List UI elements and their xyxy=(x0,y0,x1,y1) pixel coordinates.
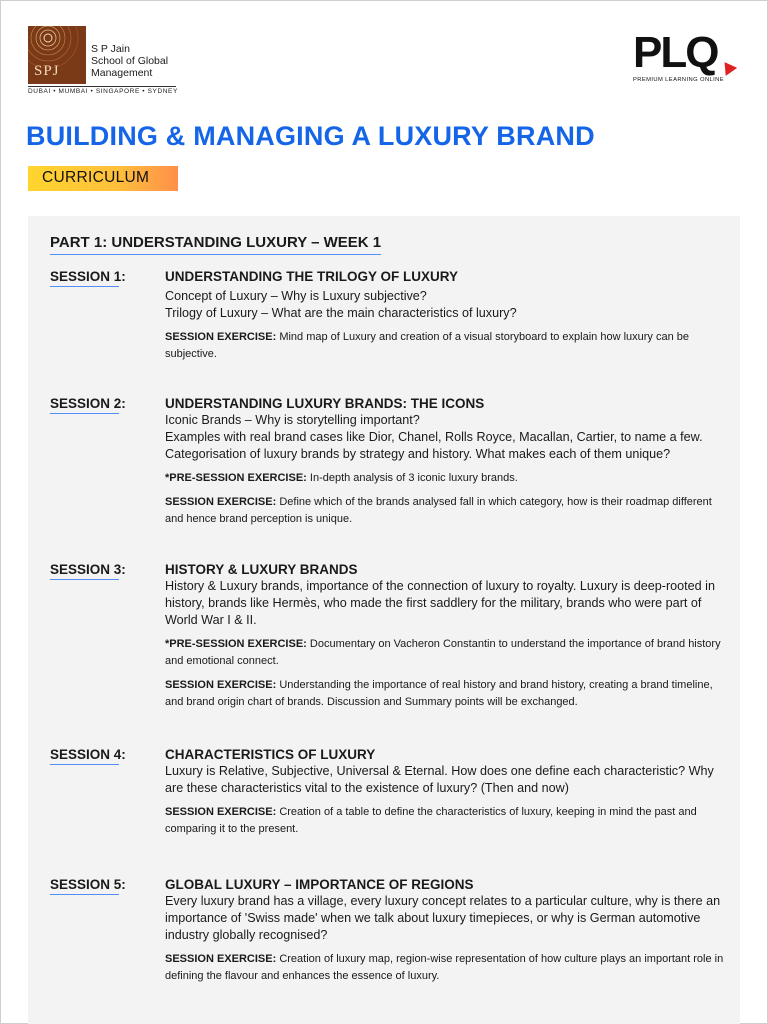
session-label: SESSION 2: xyxy=(50,396,119,414)
session-title: HISTORY & LUXURY BRANDS xyxy=(165,562,358,577)
description-line: Categorisation of luxury brands by strategy and history. What makes each of them unique? xyxy=(165,447,671,461)
session-exercise xyxy=(165,951,725,985)
spj-cities: DUBAI • MUMBAI • SINGAPORE • SYDNEY xyxy=(28,88,178,95)
page-title: BUILDING & MANAGING A LUXURY BRAND xyxy=(26,121,595,151)
exercise-text: Creation of a table to define the characteristics of luxury, keeping in mind the past and comparing it to the present. xyxy=(165,806,697,835)
description-line: Iconic Brands – Why is storytelling important? xyxy=(165,413,420,427)
curriculum-badge-label: CURRICULUM xyxy=(42,169,150,186)
session-title: GLOBAL LUXURY – IMPORTANCE OF REGIONS xyxy=(165,877,474,892)
exercise-label: SESSION EXERCISE: xyxy=(165,806,277,818)
part-title: PART 1: UNDERSTANDING LUXURY – WEEK 1 xyxy=(50,234,381,255)
plo-wordmark xyxy=(633,28,724,77)
session-label: SESSION 3: xyxy=(50,562,119,580)
description-line: Concept of Luxury – Why is Luxury subjective? xyxy=(165,289,427,303)
exercise-text: Creation of luxury map, region-wise representation of how culture plays an important role in defining the flavour and enhances the essence of luxury. xyxy=(165,953,724,982)
pre-exercise-text: Documentary on Vacheron Constantin to understand the importance of brand history and emotional connect. xyxy=(165,638,721,667)
plo-word-text: PLQ xyxy=(633,28,718,77)
exercise-text: Mind map of Luxury and creation of a visual storyboard to explain how luxury can be subjective. xyxy=(165,331,689,360)
pre-session-exercise xyxy=(165,470,725,487)
session-description xyxy=(165,412,725,463)
pre-exercise-label: *PRE-SESSION EXERCISE: xyxy=(165,472,307,484)
session-title: CHARACTERISTICS OF LUXURY xyxy=(165,747,376,762)
session-exercise xyxy=(165,804,725,838)
plo-logo xyxy=(633,28,725,83)
spj-logo xyxy=(28,26,168,84)
session-label: SESSION 4: xyxy=(50,747,119,765)
session-title: UNDERSTANDING LUXURY BRANDS: THE ICONS xyxy=(165,396,485,411)
session-exercise xyxy=(165,329,725,363)
spj-name-line: S P Jain xyxy=(91,43,130,55)
session-body xyxy=(165,747,725,838)
session-body xyxy=(165,396,725,528)
session-exercise xyxy=(165,677,725,711)
pre-exercise-label: *PRE-SESSION EXERCISE: xyxy=(165,638,307,650)
curriculum-badge xyxy=(28,166,178,191)
session-description xyxy=(165,893,725,944)
session-description xyxy=(165,288,725,322)
spj-name-line: School of Global xyxy=(91,55,169,67)
session-description xyxy=(165,763,725,797)
session-description xyxy=(165,578,725,629)
exercise-label: SESSION EXERCISE: xyxy=(165,953,277,965)
session-body xyxy=(165,562,725,711)
exercise-label: SESSION EXERCISE: xyxy=(165,331,277,343)
description-line: Examples with real brand cases like Dior, Chanel, Rolls Royce, Macallan, Cartier, to name a few. xyxy=(165,430,703,444)
spj-emblem xyxy=(28,26,86,84)
description-line: Luxury is Relative, Subjective, Universal & Eternal. How does one define each characteristic? Why are these characteristics vital to the existence of luxury? (Then and now) xyxy=(165,764,714,795)
spj-name-line: Management xyxy=(91,67,153,79)
spj-divider xyxy=(28,86,176,87)
description-line: Trilogy of Luxury – What are the main characteristics of luxury? xyxy=(165,306,517,320)
exercise-text: Understanding the importance of real history and brand history, creating a brand timeline, and brand origin chart of brands. Discussion and Summary points will be exchanged. xyxy=(165,679,713,708)
pre-exercise-text: In-depth analysis of 3 iconic luxury brands. xyxy=(309,472,518,484)
session-label: SESSION 1: xyxy=(50,269,119,287)
description-line: History & Luxury brands, importance of the connection of luxury to royalty. Luxury is deep-rooted in history, brands like Hermès, who made the first saddlery for the military, brands who were part of World War I & II. xyxy=(165,579,715,627)
plo-tagline: PREMIUM LEARNING ONLINE xyxy=(633,77,725,83)
exercise-label: SESSION EXERCISE: xyxy=(165,679,277,691)
session-body xyxy=(165,269,725,363)
session-title: UNDERSTANDING THE TRILOGY OF LUXURY xyxy=(165,269,459,284)
description-line: Every luxury brand has a village, every luxury concept relates to a particular culture, why is there an importance of 'Swiss made' when we talk about luxury timepieces, or why is German automotive industry globally recognised? xyxy=(165,894,721,942)
session-label: SESSION 5: xyxy=(50,877,119,895)
exercise-text: Define which of the brands analysed fall in which category, how is their roadmap different and hence brand perception is unique. xyxy=(165,496,712,525)
spj-school-name xyxy=(91,26,168,79)
session-body xyxy=(165,877,725,985)
exercise-label: SESSION EXERCISE: xyxy=(165,496,277,508)
spj-initials: SPJ xyxy=(34,63,60,79)
session-exercise xyxy=(165,494,725,528)
pre-session-exercise xyxy=(165,636,725,670)
